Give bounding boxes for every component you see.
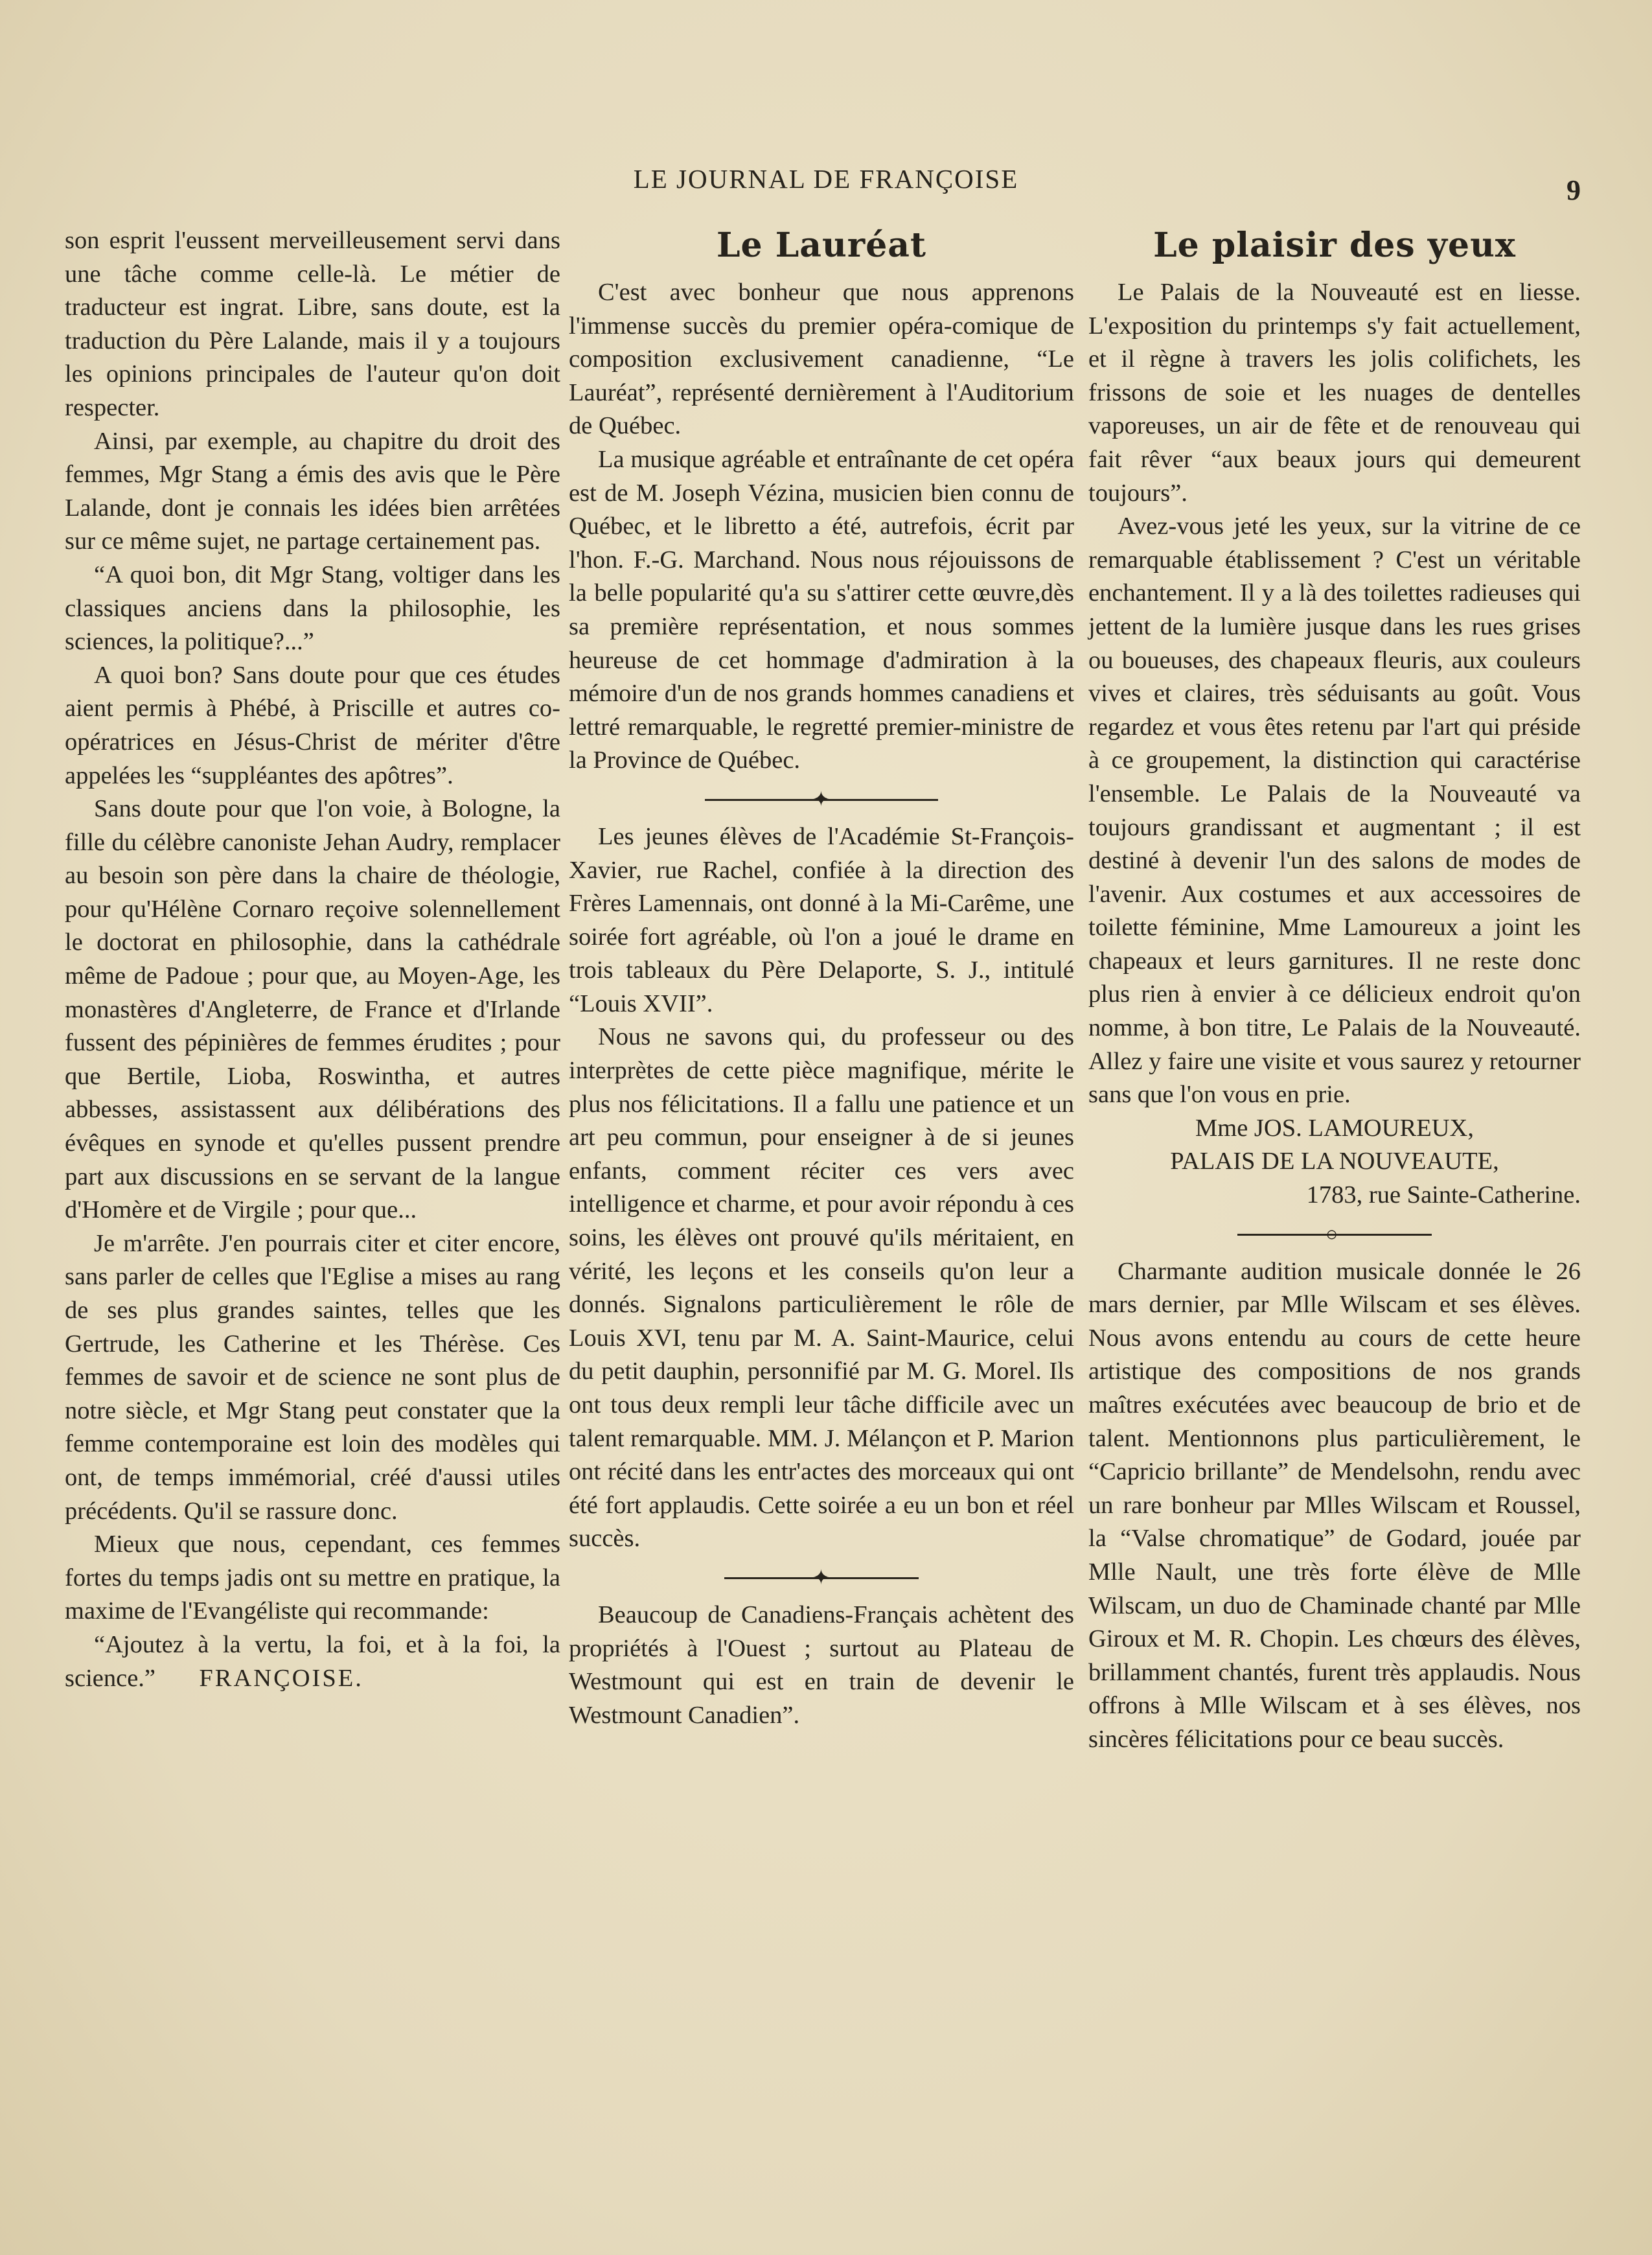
paragraph: A quoi bon? Sans doute pour que ces études aient permis à Phébé, à Priscille et autres co-opératrices en Jésus-Christ de mériter d'être appelées les “suppléantes des apôtres”. xyxy=(65,661,560,789)
divider-ornament: ○ xyxy=(1325,1221,1338,1245)
paragraph: son esprit l'eussent merveilleusement servi dans une tâche comme celle-là. Le métier de traducteur est ingrat. Libre, sans doute, est la traduction du Père Lalande, mais il y a toujours les opinions principales de l'auteur qu'on doit respecter. xyxy=(65,227,560,421)
author-signature: FRANÇOISE. xyxy=(199,1664,363,1692)
paragraph: Sans doute pour que l'on voie, à Bologne, la fille du célèbre canoniste Jehan Audry, remplacer au besoin son père dans la chaire de théologie, pour qu'Hélène Cornaro reçoive solennellement le doctorat en philosophie, dans la cathédrale même de Padoue ; pour que, au Moyen-Age, les monastères d'Angleterre, de France et d'Irlande fussent des pépinières de femmes érudites ; pour que Bertile, Lioba, Roswintha, et autres abbesses, assistassent aux délibérations des évêques en synode et qu'elles pussent prendre part aux discussions en se servant de la langue d'Homère et de Virgile ; pour que... xyxy=(65,795,560,1224)
paragraph: Le Palais de la Nouveauté est en liesse. L'exposition du printemps s'y fait actuellement, et il règne à travers les jolis colifichets, les frissons de soie et les nuages de dentelles vaporeuses, un air de fête et de renouveau qui fait rêver “aux beaux jours qui demeurent toujours”. xyxy=(1088,279,1581,507)
paragraph: Ainsi, par exemple, au chapitre du droit des femmes, Mgr Stang a émis des avis que le Père Lalande, dont je connais les idées bien arrêtées sur ce même sujet, ne partage certainement pas. xyxy=(65,427,560,555)
signature-address: 1783, rue Sainte-Catherine. xyxy=(1306,1181,1581,1209)
paragraph: Beaucoup de Canadiens-Français achètent des propriétés à l'Ouest ; surtout au Plateau de Westmount qui est en train de devenir le Westmount Canadien”. xyxy=(569,1601,1074,1729)
paragraph: Mieux que nous, cependant, ces femmes fortes du temps jadis ont su mettre en pratique, la maxime de l'Evangéliste qui recommande: xyxy=(65,1531,560,1625)
paragraph: Je m'arrête. J'en pourrais citer et citer encore, sans parler de celles que l'Eglise a mises au rang de ses plus grandes saintes, telles que les Gertrude, les Catherine et les Thérèse. Ces femmes de savoir et de science ne sont plus de notre siècle, et Mgr Stang peut constater que la femme contemporaine est loin des modèles qui ont, de temps immémorial, créé d'aussi utiles précédents. Qu'il se rassure donc. xyxy=(65,1229,560,1525)
column-right xyxy=(1088,224,1581,1757)
paragraph: C'est avec bonheur que nous apprenons l'immense succès du premier opéra-comique de composition exclusivement canadienne, “Le Lauréat”, représenté dernièrement à l'Auditorium de Québec. xyxy=(569,279,1074,440)
divider-ornament: ✦ xyxy=(812,787,830,811)
paragraph: Charmante audition musicale donnée le 26 mars dernier, par Mlle Wilscam et ses élèves. Nous avons entendu au cours de cette heure artistique des compositions de nos grands maîtres exécutées avec beaucoup de brio et de talent. Mentionnons plus particulièrement, le “Capricio brillante” de Mendelsohn, rendu avec un rare bonheur par Mlles Wilscam et Roussel, la “Valse chromatique” de Godard, jouée par Mlle Nault, une très forte élève de Mlle Wilscam, un duo de Chaminade chanté par Mlle Giroux et M. R. Chopin. Les chœurs des élèves, brillamment chantés, furent très applaudis. Nous offrons à Mlle Wilscam et à ses élèves, nos sincères félicitations pour ce beau succès. xyxy=(1088,1257,1581,1753)
paragraph: Nous ne savons qui, du professeur ou des interprètes de cette pièce magnifique, mérite le plus nos félicitations. Il a fallu une patience et un art peu commun, pour enseigner à de si jeunes enfants, comment réciter ces vers avec intelligence et charme, et pour avoir répondu à ces soins, les élèves ont prouvé qu'ils méritaient, en vérité, les leçons et les conseils qu'on leur a donnés. Signalons particulièrement le rôle de Louis XVI, tenu par M. A. Saint-Maurice, celui du petit dauphin, personnifié par M. G. Morel. Ils ont tous deux rempli leur tâche difficile avec un talent remarquable. MM. J. Mélançon et P. Marion ont récité dans les entr'actes des morceaux qui ont été fort applaudis. Cette soirée a eu un bon et réel succès. xyxy=(569,1023,1074,1553)
column-middle xyxy=(569,224,1074,1732)
paragraph: La musique agréable et entraînante de cet opéra est de M. Joseph Vézina, musicien bien connu de Québec, et le libretto a été, autrefois, écrit par l'hon. F.-G. Marchand. Nous nous réjouissons de la belle popularité qu'a su s'attirer cette œuvre,dès sa première représentation, et nous sommes heureuse de cet hommage d'admiration à la mémoire d'un de nos grands hommes canadiens et lettré remarquable, le regretté premier-ministre de la Province de Québec. xyxy=(569,445,1074,774)
page-header: LE JOURNAL DE FRANÇOISE xyxy=(633,164,1019,194)
column-left xyxy=(65,224,560,1695)
paragraph: Avez-vous jeté les yeux, sur la vitrine de ce remarquable établissement ? C'est un véritable enchantement. Il y a là des toilettes radieuses qui jettent de la lumière jusque dans les rues grises ou boueuses, des chapeaux fleuris, aux couleurs vives et claires, très séduisants au goût. Vous regardez et vous êtes retenu par l'art qui préside à ce groupement, la distinction qui caractérise l'ensemble. Le Palais de la Nouveauté va toujours grandissant et augmentant ; il est destiné à devenir l'un des salons de modes de l'avenir. Aux costumes et aux accessoires de toilette féminine, Mme Lamoureux a joint les chapeaux et leurs garnitures. Il ne reste donc plus rien à envier à ce délicieux endroit qu'on nomme, à bon titre, Le Palais de la Nouveauté. Allez y faire une visite et vous saurez y retourner sans que l'on vous en prie. xyxy=(1088,513,1581,1109)
paragraph: “A quoi bon, dit Mgr Stang, voltiger dans les classiques anciens dans la philosophie, les sciences, la politique?...” xyxy=(65,561,560,656)
closing-quote: “Ajoutez à la vertu, la foi, et à la foi, la science.” xyxy=(65,1630,560,1692)
article-title: Le Lauréat xyxy=(716,226,926,265)
paragraph: Les jeunes élèves de l'Académie St-François-Xavier, rue Rachel, confiée à la direction des Frères Lamennais, ont donné à la Mi-Carême, une soirée fort agréable, où l'on a joué le drame en trois tableaux du Père Delaporte, S. J., intitulé “Louis XVII”. xyxy=(569,822,1074,1017)
signature-business: PALAIS DE LA NOUVEAUTE, xyxy=(1170,1148,1499,1175)
page-number: 9 xyxy=(1566,174,1581,206)
section-divider xyxy=(569,778,1074,820)
section-divider xyxy=(1088,1212,1581,1255)
section-divider xyxy=(569,1556,1074,1599)
quote-with-signature xyxy=(65,1628,560,1695)
article-title: Le plaisir des yeux xyxy=(1153,226,1516,265)
divider-ornament: ✦ xyxy=(812,1565,830,1589)
signature-name: Mme JOS. LAMOUREUX, xyxy=(1195,1114,1474,1142)
